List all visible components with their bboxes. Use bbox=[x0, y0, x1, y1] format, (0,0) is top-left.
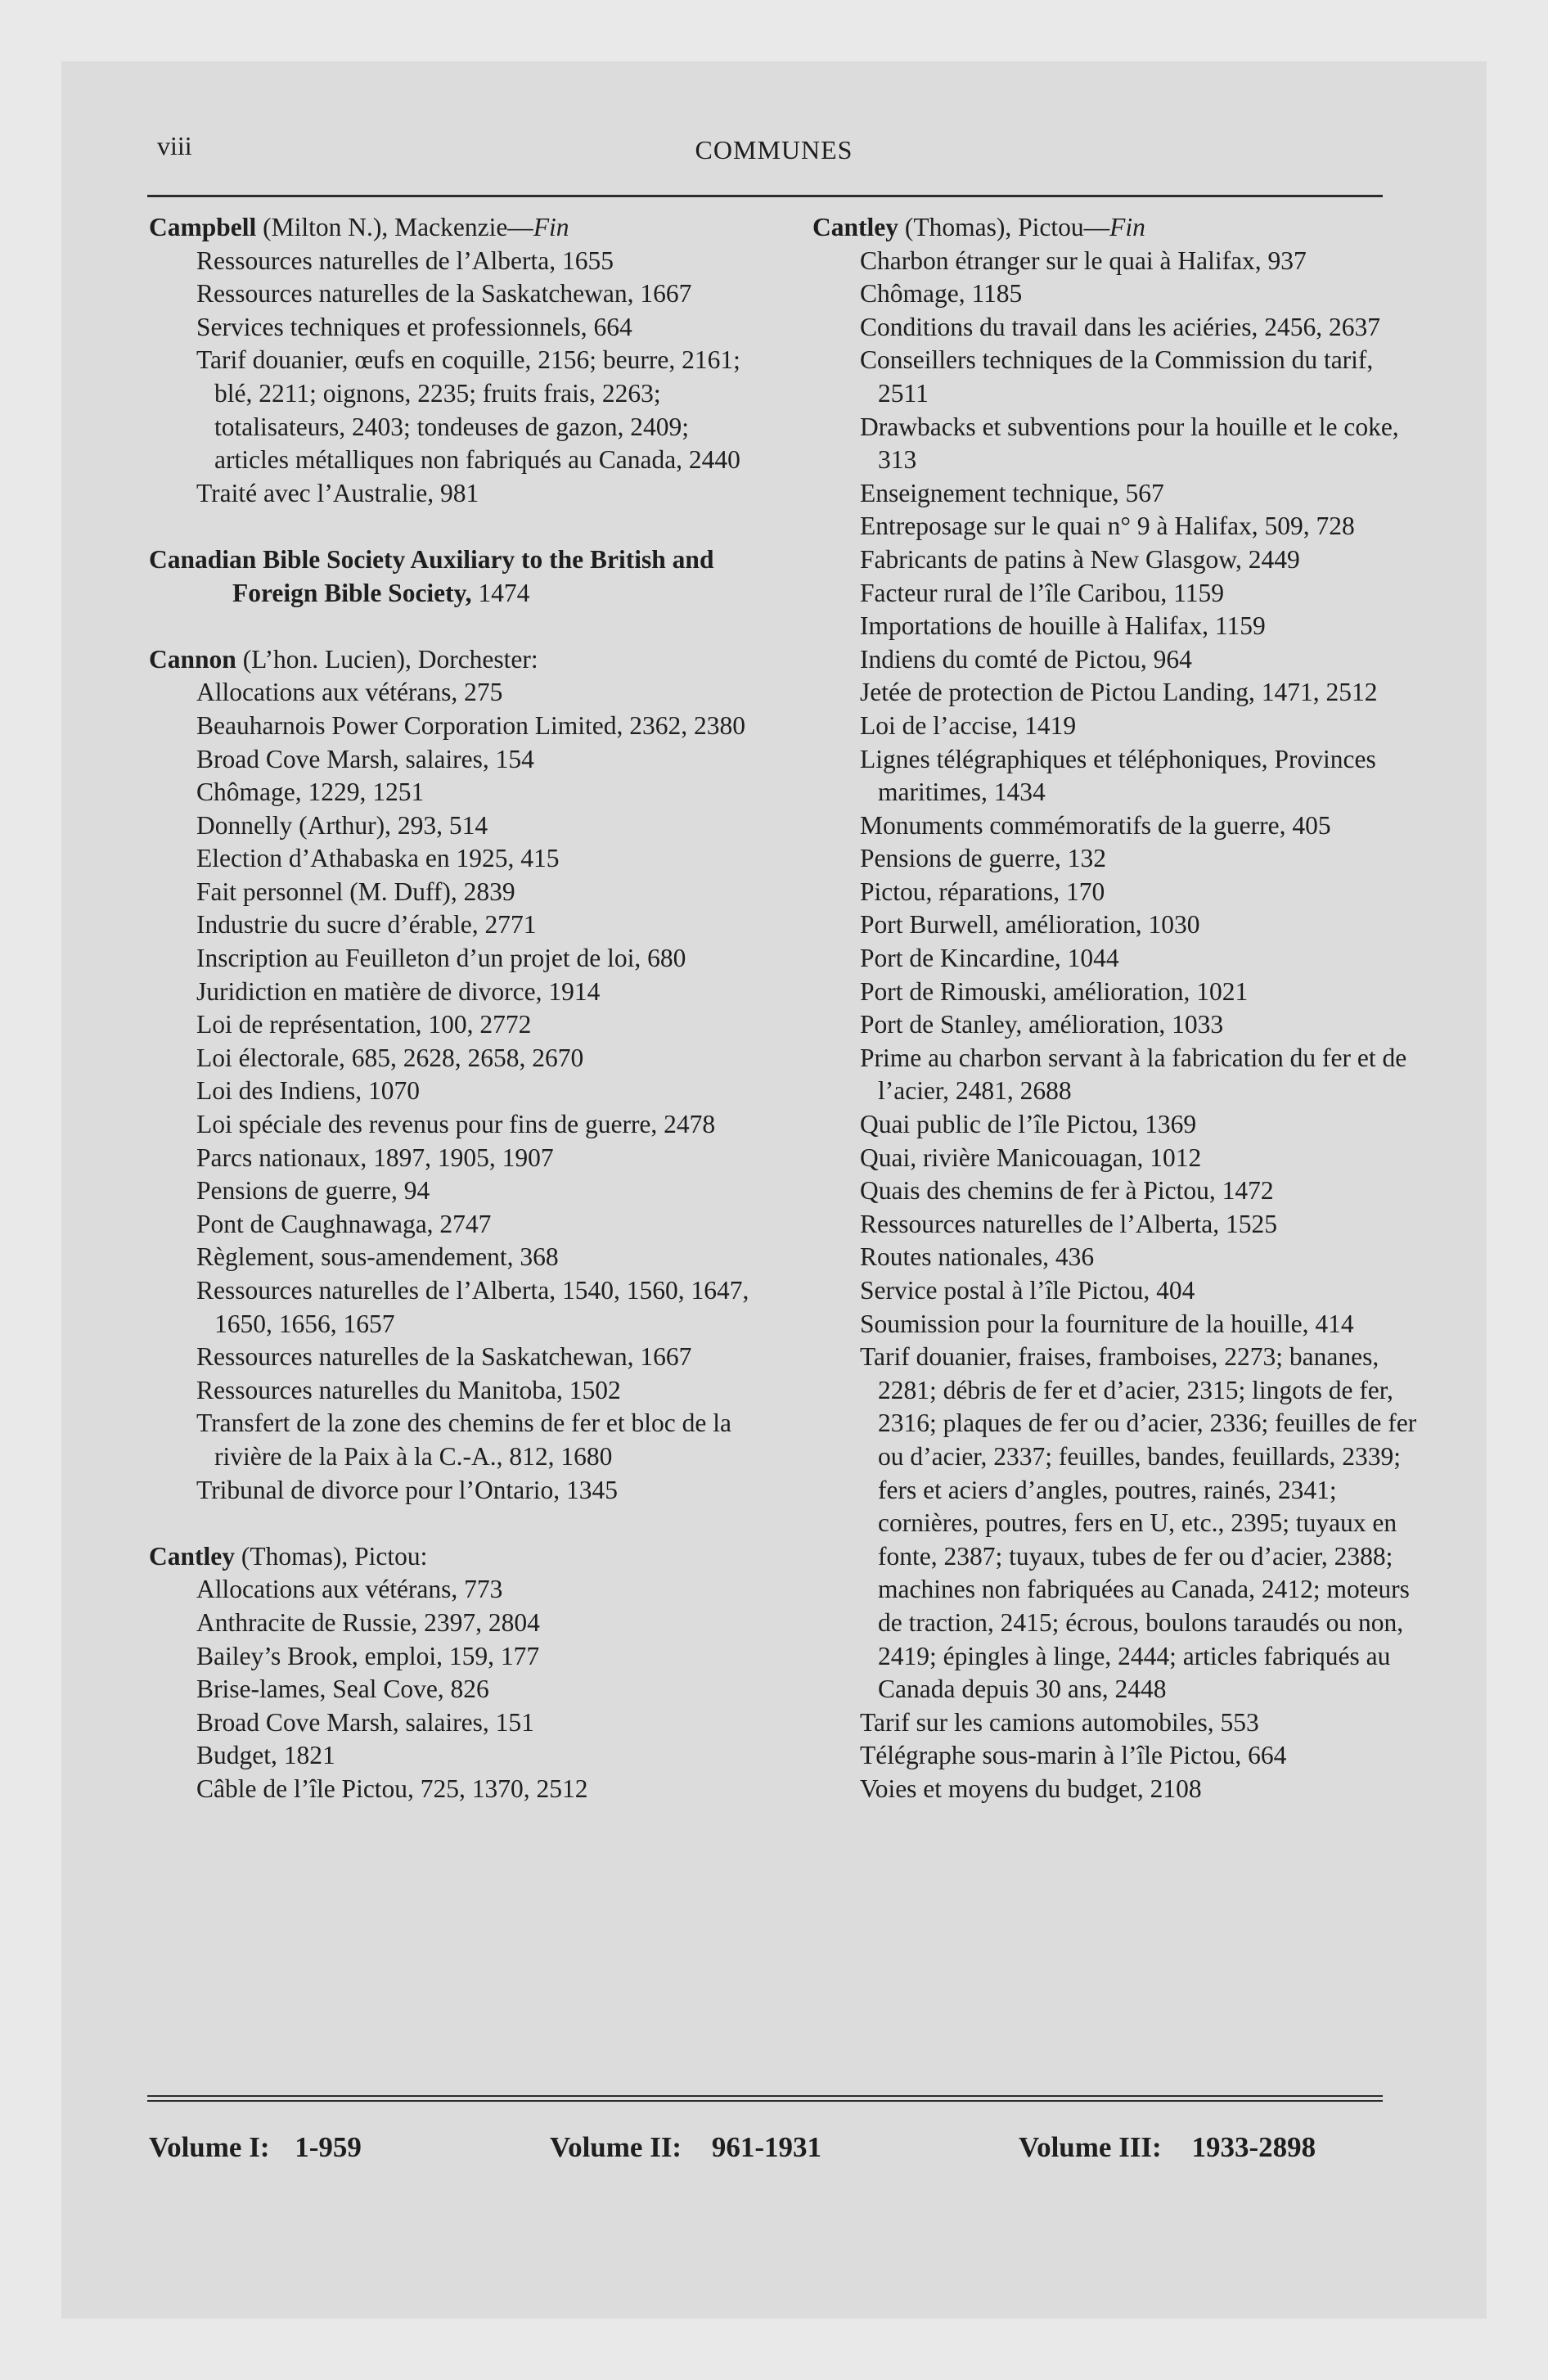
entry-gap bbox=[149, 510, 754, 543]
index-subentry: Election d’Athabaska en 1925, 415 bbox=[196, 844, 560, 873]
index-subentry: Quais des chemins de fer à Pictou, 1472 bbox=[860, 1176, 1274, 1206]
footer-volume-2 bbox=[550, 2131, 821, 2164]
entry-riding: 1474 bbox=[471, 578, 530, 607]
index-subentry: Transfert de la zone des chemins de fer et bloc de la rivière de la Paix à la C.-A., 812, 1680 bbox=[196, 1409, 731, 1471]
index-subentry: Charbon étranger sur le quai à Halifax, 937 bbox=[860, 246, 1307, 275]
index-subentry: Facteur rural de l’île Caribou, 1159 bbox=[860, 578, 1224, 607]
index-subentry: Service postal à l’île Pictou, 404 bbox=[860, 1276, 1195, 1305]
entry-name: Cantley bbox=[149, 1541, 235, 1571]
page-title: COMMUNES bbox=[695, 135, 853, 165]
index-subentry: Broad Cove Marsh, salaires, 154 bbox=[196, 744, 534, 773]
index-subentry: Port de Kincardine, 1044 bbox=[860, 944, 1119, 973]
index-subentry: Bailey’s Brook, emploi, 159, 177 bbox=[196, 1641, 540, 1670]
index-subentry: Parcs nationaux, 1897, 1905, 1907 bbox=[196, 1143, 554, 1172]
index-subentry: Broad Cove Marsh, salaires, 151 bbox=[196, 1707, 534, 1737]
index-subentry: Pensions de guerre, 94 bbox=[196, 1176, 430, 1206]
index-subentry: Télégraphe sous-marin à l’île Pictou, 664 bbox=[860, 1741, 1287, 1770]
index-subentry: Quai public de l’île Pictou, 1369 bbox=[860, 1110, 1197, 1139]
index-subentry: Tarif sur les camions automobiles, 553 bbox=[860, 1707, 1259, 1737]
index-subentry: Règlement, sous-amendement, 368 bbox=[196, 1242, 559, 1272]
index-subentry: Ressources naturelles du Manitoba, 1502 bbox=[196, 1375, 621, 1404]
entry-name: Cantley bbox=[812, 213, 898, 241]
entry-gap bbox=[149, 610, 754, 643]
index-subentry: Quai, rivière Manicouagan, 1012 bbox=[860, 1143, 1202, 1172]
index-subentry: Brise-lames, Seal Cove, 826 bbox=[196, 1675, 489, 1704]
index-entry-heading bbox=[149, 211, 754, 245]
index-subentry: Ressources naturelles de l’Alberta, 1525 bbox=[860, 1209, 1277, 1238]
index-subentry: Chômage, 1229, 1251 bbox=[196, 778, 425, 807]
index-subentry: Donnelly (Arthur), 293, 514 bbox=[196, 810, 488, 840]
footer-volume-1-label: Volume I: bbox=[149, 2131, 270, 2163]
entry-name: Campbell bbox=[149, 213, 257, 241]
index-subentry: Lignes télégraphiques et téléphoniques, Provinces maritimes, 1434 bbox=[860, 744, 1376, 807]
index-subentry: Juridiction en matière de divorce, 1914 bbox=[196, 976, 601, 1006]
index-subentry: Port de Rimouski, amélioration, 1021 bbox=[860, 976, 1249, 1006]
index-subentry: Indiens du comté de Pictou, 964 bbox=[860, 644, 1192, 674]
entry-name: Canadian Bible Society Auxiliary to the British and Foreign Bible Society, bbox=[149, 544, 714, 607]
index-subentry: Ressources naturelles de l’Alberta, 1655 bbox=[196, 246, 614, 275]
index-subentry: Loi électorale, 685, 2628, 2658, 2670 bbox=[196, 1043, 584, 1072]
index-subentry: Voies et moyens du budget, 2108 bbox=[860, 1774, 1202, 1803]
footer-volume-3 bbox=[1019, 2131, 1316, 2164]
index-entry-heading bbox=[149, 643, 754, 677]
index-subentry: Ressources naturelles de l’Alberta, 1540, 1560, 1647, 1650, 1656, 1657 bbox=[196, 1276, 749, 1338]
footer-rule-top bbox=[147, 2095, 1383, 2097]
index-subentry: Importations de houille à Halifax, 1159 bbox=[860, 611, 1266, 641]
index-subentry: Beauharnois Power Corporation Limited, 2362, 2380 bbox=[196, 710, 746, 740]
index-subentry: Fait personnel (M. Duff), 2839 bbox=[196, 877, 515, 906]
footer-volume-1-range: 1-959 bbox=[295, 2131, 362, 2163]
index-subentry: Soumission pour la fourniture de la houille, 414 bbox=[860, 1309, 1354, 1338]
index-subentry: Conseillers techniques de la Commission du tarif, 2511 bbox=[860, 345, 1374, 408]
index-subentry: Routes nationales, 436 bbox=[860, 1242, 1095, 1272]
index-subentry: Traité avec l’Australie, 981 bbox=[196, 478, 479, 507]
entry-continuation: Fin bbox=[533, 213, 569, 241]
left-column bbox=[149, 211, 754, 1806]
footer-volume-2-range: 961-1931 bbox=[711, 2131, 821, 2163]
header-rule bbox=[147, 195, 1383, 197]
index-subentry: Port Burwell, amélioration, 1030 bbox=[860, 910, 1200, 940]
index-subentry: Allocations aux vétérans, 773 bbox=[196, 1575, 503, 1604]
index-subentry: Loi spéciale des revenus pour fins de guerre, 2478 bbox=[196, 1110, 716, 1139]
right-column bbox=[812, 211, 1418, 1806]
index-subentry: Services techniques et professionnels, 664 bbox=[196, 312, 632, 341]
index-subentry: Industrie du sucre d’érable, 2771 bbox=[196, 910, 537, 940]
page-number: viii bbox=[157, 131, 192, 160]
footer-volume-1 bbox=[149, 2131, 362, 2164]
index-subentry: Tribunal de divorce pour l’Ontario, 1345 bbox=[196, 1475, 618, 1504]
index-subentry: Ressources naturelles de la Saskatchewan, 1667 bbox=[196, 1342, 692, 1372]
index-subentry: Budget, 1821 bbox=[196, 1741, 335, 1770]
index-subentry: Pont de Caughnawaga, 2747 bbox=[196, 1209, 492, 1238]
entry-riding: (Milton N.), Mackenzie— bbox=[256, 213, 533, 241]
index-subentry: Entreposage sur le quai n° 9 à Halifax, 509, 728 bbox=[860, 512, 1355, 541]
index-subentry: Pensions de guerre, 132 bbox=[860, 844, 1106, 873]
index-subentry: Prime au charbon servant à la fabrication du fer et de l’acier, 2481, 2688 bbox=[860, 1043, 1407, 1106]
entry-continuation: Fin bbox=[1109, 213, 1145, 241]
footer-volume-2-label: Volume II: bbox=[550, 2131, 682, 2163]
index-subentry: Loi des Indiens, 1070 bbox=[196, 1076, 420, 1106]
index-subentry: Port de Stanley, amélioration, 1033 bbox=[860, 1010, 1224, 1039]
index-subentry: Jetée de protection de Pictou Landing, 1471, 2512 bbox=[860, 678, 1378, 707]
index-subentry: Drawbacks et subventions pour la houille et le coke, 313 bbox=[860, 412, 1399, 475]
index-subentry: Enseignement technique, 567 bbox=[860, 478, 1164, 507]
index-subentry: Tarif douanier, œufs en coquille, 2156; beurre, 2161; blé, 2211; oignons, 2235; fruits frais, 2263; totalisateurs, 2403; tondeuses de gazon, 2409; articles métalliques non fabriqués au Canada, 2440 bbox=[196, 345, 740, 475]
index-subentry: Câble de l’île Pictou, 725, 1370, 2512 bbox=[196, 1774, 588, 1803]
entry-riding: (L’hon. Lucien), Dorchester: bbox=[236, 644, 538, 674]
index-subentry: Inscription au Feuilleton d’un projet de loi, 680 bbox=[196, 944, 686, 973]
index-entry-heading bbox=[149, 1540, 754, 1574]
index-subentry: Loi de représentation, 100, 2772 bbox=[196, 1010, 532, 1039]
entry-name: Cannon bbox=[149, 644, 236, 674]
index-subentry: Allocations aux vétérans, 275 bbox=[196, 678, 503, 707]
index-subentry: Loi de l’accise, 1419 bbox=[860, 710, 1077, 740]
index-subentry: Monuments commémoratifs de la guerre, 405 bbox=[860, 810, 1331, 840]
index-entry-heading bbox=[149, 543, 754, 610]
footer-volume-3-range: 1933-2898 bbox=[1191, 2131, 1316, 2163]
footer-volume-3-label: Volume III: bbox=[1019, 2131, 1162, 2163]
footer-rule-bottom bbox=[147, 2100, 1383, 2102]
index-subentry: Fabricants de patins à New Glasgow, 2449 bbox=[860, 544, 1300, 574]
index-subentry: Chômage, 1185 bbox=[860, 279, 1023, 309]
index-entry-heading bbox=[812, 211, 1418, 245]
index-subentry: Tarif douanier, fraises, framboises, 2273; bananes, 2281; débris de fer et d’acier, 2315; lingots de fer, 2316; plaques de fer ou d’acier, 2336; feuilles de fer ou d’acier, 2337; feuilles, bandes, feuillards, 2339; fers et aciers d’angles, poutres, rainés, 2341; cornières, poutres, fers en U, etc., 2395; tuyaux en fonte, 2387; tuyaux, tubes de fer ou d’acier, 2388; machines non fabriquées au Canada, 2412; moteurs de traction, 2415; écrous, boulons taraudés ou non, 2419; épingles à linge, 2444; articles fabriqués au Canada depuis 30 ans, 2448 bbox=[860, 1342, 1417, 1704]
entry-riding: (Thomas), Pictou— bbox=[898, 213, 1110, 241]
index-subentry: Ressources naturelles de la Saskatchewan, 1667 bbox=[196, 279, 692, 309]
entry-gap bbox=[149, 1507, 754, 1540]
index-subentry: Anthracite de Russie, 2397, 2804 bbox=[196, 1607, 540, 1637]
entry-riding: (Thomas), Pictou: bbox=[235, 1541, 428, 1571]
index-subentry: Conditions du travail dans les aciéries, 2456, 2637 bbox=[860, 312, 1381, 341]
index-subentry: Pictou, réparations, 170 bbox=[860, 877, 1105, 906]
